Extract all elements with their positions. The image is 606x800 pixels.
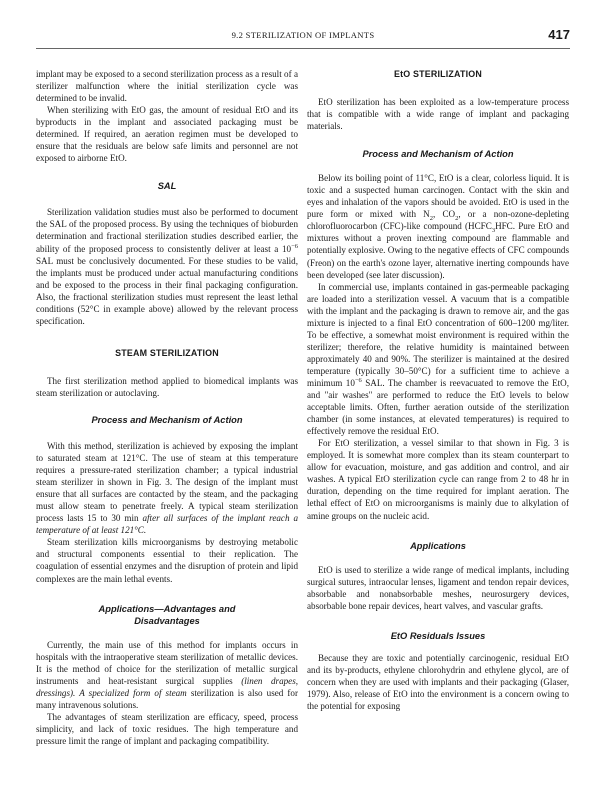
- section-heading-sal: SAL: [157, 181, 177, 192]
- paragraph: The first sterilization method applied to biomedical implants was steam sterilization or autoclaving.: [36, 375, 298, 398]
- paragraph: EtO sterilization has been exploited as a low-temperature process that is compatible with a wide range of implant and packaging materials.: [307, 97, 569, 132]
- right-column: [307, 68, 569, 712]
- paragraph: implant may be exposed to a second sterilization process as a result of a sterilizer malfunction where the initial sterilization cycle was determined to be invalid.: [36, 69, 298, 104]
- paragraph: Currently, the main use of this method for implants occurs in hospitals with the intraoperative steam sterilization of metallic devices. It is the method of choice for the sterilization of metallic surgical instruments and heat-resistant surgical supplies (linen drapes, dressings). A specialized form of steam sterilization is also used for many intravenous solutions.: [36, 639, 299, 710]
- subsection-heading-eto-residuals: EtO Residuals Issues: [390, 630, 486, 641]
- paragraph: In commercial use, implants contained in gas-permeable packaging are loaded into a sterilization vessel. A vacuum that is a compatible with the implant and the packaging is drawn to remove air, and the gas mixture is injected to a final EtO concentration of 600–1200 mg/liter. To be effective, a somewhat moist environment is required within the sterilizer; therefore, the relative humidity is maintained between approximately 40 and 90%. The sterilizer is maintained at the desired temperature (typically 30–50°C) for a sufficient time to achieve a minimum $10^{-6}$ SAL. The chamber is reevacuated to remove the EtO, and "air washes" are performed to reduce the EtO levels to below acceptable limits. Often, further aeration outside of the sterilization chamber (in some instances, at elevated temperatures) is required to effectively remove the residual EtO.: [307, 281, 570, 437]
- subsection-heading-applications: Applications: [410, 540, 466, 551]
- paragraph: With this method, sterilization is achieved by exposing the implant to saturated steam at 121°C. The use of steam at this temperature requires a pressure-rated sterilization chamber; a typical industrial steam sterilizer in shown in Fig. 3. The design of the implant must ensure that all surfaces are contacted by the steam, and the packaging must allow steam to penetrate freely. A typical steam sterilization process lasts 15 to 30 min after all surfaces of the implant reach a temperature of at least 121°C.: [36, 440, 298, 536]
- paragraph: Sterilization validation studies must also be performed to document the SAL of the proposed process. By using the techniques of bioburden determination and fractional sterilization studies described earlier, the ability of the proposed process to consistently deliver at least a $10^{-6}$ SAL must be conclusively documented. For these studies to be valid, the implants must be produced under actual manufacturing conditions and be exposed to the process in their final packaging configuration. Also, the fractional sterilization studies must represent the least lethal conditions (52°C in example above) allowed by the relevant process specification.: [36, 207, 298, 326]
- paragraph: The advantages of steam sterilization are efficacy, speed, process simplicity, and lack of toxic residues. The high temperature and pressure limit the range of implant and packaging compatibility.: [36, 711, 298, 746]
- running-head: 9.2 STERILIZATION OF IMPLANTS: [231, 30, 375, 40]
- section-heading-steam-sterilization: STEAM STERILIZATION: [115, 347, 219, 358]
- subsection-heading-process: Process and Mechanism of Action: [91, 414, 243, 425]
- left-column: [36, 68, 298, 747]
- paragraph: EtO is used to sterilize a wide range of medical implants, including surgical sutures, intraocular lenses, ligament and tendon repair devices, absorbable and nonabsorbable meshes, neurosurgery devices, absorbable bone repair devices, heart valves, and vascular grafts.: [307, 564, 569, 611]
- paragraph: When sterilizing with EtO gas, the amount of residual EtO and its byproducts in the implant and associated packaging must be determined. If required, an aeration regimen must be developed to ensure that the residuals are below safe limits and personnel are not exposed to airborne EtO.: [36, 105, 298, 164]
- subsection-heading-applications: Applications—Advantages and Disadvantages: [98, 603, 236, 626]
- paragraph: Because they are toxic and potentially carcinogenic, residual EtO and its by-products, ethylene chlorohydrin and ethylene glycol, are of concern when they are used with implants and their packaging (Glaser, 1979). Also, release of EtO into the environment is a concern owing to the potential for exposing: [307, 652, 569, 711]
- paragraph: For EtO sterilization, a vessel similar to that shown in Fig. 3 is employed. It is somewhat more complex than its steam counterpart to allow for evacuation, moisture, and gas addition and control, and air washes. A typical EtO sterilization cycle can range from 2 to 48 hr in duration, depending on the time required for implant aeration. The lethal effect of EtO on microorganisms is mainly due to alkylation of amine groups on the nucleic acid.: [307, 438, 569, 521]
- page-header: [36, 27, 570, 49]
- page-number: 417: [548, 27, 570, 42]
- section-heading-eto-sterilization: EtO STERILIZATION: [393, 69, 483, 79]
- subsection-heading-process: Process and Mechanism of Action: [362, 149, 514, 160]
- paragraph: Steam sterilization kills microorganisms by destroying metabolic and structural components essential to their replication. The coagulation of essential enzymes and the disruption of protein and lipid complexes are the main lethal events.: [36, 537, 298, 584]
- paragraph: Below its boiling point of 11°C, EtO is a clear, colorless liquid. It is toxic and a suspected human carcinogen. Contact with the skin and eyes and inhalation of the vapors should be avoided. EtO is used in the pure form or mixed with $N_2$, $CO_2$, or a non-ozone-depleting chlorofluorocarbon (CFC)-like compound ($HCFC_3HFC$. Pure EtO and mixtures without a proven inexting compound are flammable and potentially explosive. Owing to the negative effects of CFC compounds (Freon) on the earth's ozone layer, alternative inerting compounds have been developed (see later discussion).: [307, 173, 569, 280]
